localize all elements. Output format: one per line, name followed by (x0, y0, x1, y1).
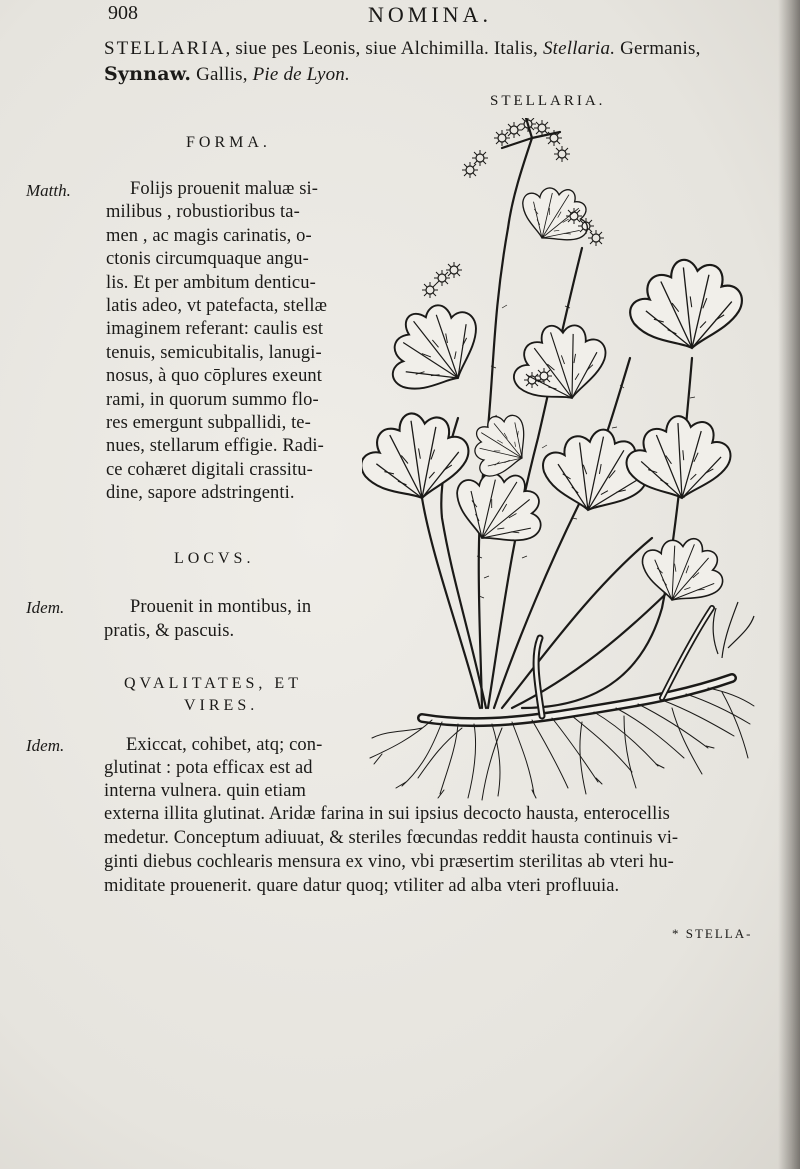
text-line: ctonis circumquaque angu- (106, 249, 309, 270)
section-title-forma: FORMA. (186, 134, 271, 151)
text-line: dine, sapore adstringenti. (106, 483, 295, 504)
text-line: externa illita glutinat. Aridæ farina in sui ipsius decocto hausta, enterocellis (104, 804, 670, 824)
text-line: Exiccat, cohibet, atq; con- (126, 735, 323, 755)
text-line: imaginem referant: caulis est (106, 319, 324, 340)
text-line: lis. Et per ambitum denticu- (106, 272, 316, 293)
margin-note-forma: Matth. (26, 181, 71, 200)
synonyms-text-1: , siue pes Leonis, siue Alchimilla. Italis, (225, 38, 543, 59)
synonyms-headword: STELLARIA (104, 38, 226, 59)
text-line: Folijs prouenit maluæ si- (130, 179, 319, 199)
section-title-vires: VIRES. (184, 697, 259, 714)
synonyms-french-name: Pie de Lyon. (252, 64, 350, 85)
text-line: nosus, à quo cōplures exeunt (106, 366, 323, 387)
synonyms-line-1 (104, 38, 701, 60)
synonyms-text-2: Gallis, (191, 64, 253, 85)
text-line: ginti diebus cochlearis mensura ex vino, vbi præsertim sterilitas ab vteri hu- (104, 852, 674, 872)
synonyms-italian-name: Stellaria. (542, 38, 616, 59)
margin-note-qualitates: Idem. (26, 736, 65, 755)
text-line: rami, in quorum summo flo- (106, 389, 319, 410)
text-line: glutinat : pota efficax est ad (104, 758, 313, 778)
text-line: tenuis, semicubitalis, lanugi- (106, 342, 322, 363)
text-line: latis adeo, vt patefacta, stellæ (106, 296, 328, 316)
section-title-locus: LOCVS. (174, 550, 255, 567)
catchword: * STELLA- (672, 926, 753, 941)
text-line: Prouenit in montibus, in (130, 597, 312, 617)
text-line: miditate prouenerit. quare datur quoq; vtiliter ad alba vteri profluuia. (104, 876, 620, 896)
text-line: medetur. Conceptum adiuuat, & steriles fœcundas reddit hausta continuis vi- (104, 828, 679, 848)
stellaria-woodcut-illustration (362, 118, 758, 802)
running-title: NOMINA. (368, 2, 492, 27)
text-line: milibus , robustioribus ta- (106, 202, 300, 223)
text-line: res emergunt subpallidi, te- (106, 413, 311, 433)
synonyms-german-name: Synnaw. (104, 63, 192, 85)
margin-note-locus: Idem. (26, 598, 65, 617)
page-gutter-shadow (778, 0, 800, 1169)
figure-caption: STELLARIA. (490, 93, 606, 109)
page-number: 908 (108, 2, 138, 24)
text-line: interna vulnera. quin etiam (104, 781, 307, 801)
synonyms-line-2 (104, 63, 350, 86)
text-line: ce cohæret digitali crassitu- (106, 459, 313, 480)
text-line: men , ac magis carinatis, o- (106, 225, 312, 246)
section-title-qualitates: QVALITATES, ET (124, 675, 302, 692)
text-line: pratis, & pascuis. (104, 621, 235, 641)
text-line: nues, stellarum effigie. Radi- (106, 436, 324, 457)
synonyms-tail-1: Germanis, (615, 38, 701, 59)
